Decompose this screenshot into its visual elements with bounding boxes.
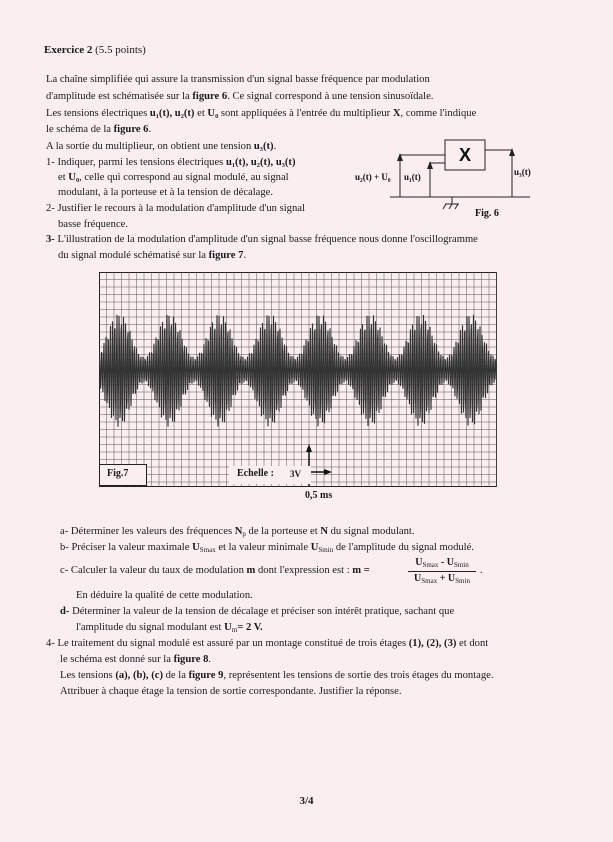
formula-tail: . [480, 565, 483, 576]
question-b: b- Préciser la valeur maximale $U_{Smax}$ et la valeur minimale $U_{Smin}$ de l'amplitude du signal modulé. [60, 542, 474, 554]
fig6-u3-label: u₃(t) [514, 167, 531, 177]
question-3-line-2: du signal modulé schématisé sur la figure 7. [58, 250, 247, 261]
question-d-line-2: l'amplitude du signal modulant est $U_m= 2$ V. [76, 622, 263, 634]
modulation-formula-numerator: $U_{Smax} - U_{Smin}$ [415, 557, 469, 569]
exercise-title-bold: Exercice 2 [44, 44, 93, 56]
question-a: a- Déterminer les valeurs des fréquences $N_p$ de la porteuse et N du signal modulant. [60, 526, 415, 538]
question-c: c- Calculer la valeur du taux de modulation m dont l'expression est : m = [60, 565, 370, 576]
fig6-u2u0-label: u₂(t) + U₀ [355, 172, 391, 182]
multiplier-label: X [458, 145, 472, 165]
question-4-line-4: Attribuer à chaque étage la tension de sortie correspondante. Justifier la réponse. [60, 686, 402, 697]
figure-6-schematic [350, 135, 550, 230]
fig7-voltage-scale: 3V [290, 469, 301, 479]
figure-7-oscillogram [99, 272, 497, 487]
exercise-title [44, 44, 146, 56]
question-4-line-3: Les tensions (a), (b), (c) de la figure 9, représentent les tensions de sortie des trois étages du montage. [60, 670, 494, 681]
oscillogram-svg [99, 272, 497, 487]
intro-line-2: d'amplitude est schématisée sur la figure 6. Ce signal correspond à une tension sinusoïdale. [46, 91, 434, 102]
question-1-line-2: et U₀, celle qui correspond au signal modulé, au signal [58, 172, 289, 183]
question-1-line-1: 1- Indiquer, parmi les tensions électriques u₁(t), u₂(t), u₃(t) [46, 157, 296, 168]
question-4-line-1: 4- Le traitement du signal modulé est assuré par un montage constitué de trois étages (1), (2), (3) et dont [46, 638, 489, 649]
question-4-line-2: le schéma est donné sur la figure 8. [60, 654, 212, 665]
question-3-line-1: 3- L'illustration de la modulation d'amplitude d'un signal basse fréquence nous donne l'oscillogramme [46, 234, 478, 245]
intro-line-4: le schéma de la figure 6. [46, 124, 152, 135]
modulation-formula-bar [408, 571, 476, 572]
fig7-scale-label: Echelle : [237, 468, 274, 479]
fig7-time-scale: 0,5 ms [305, 490, 333, 501]
fig7-caption: Fig.7 [107, 468, 129, 479]
intro-line-5: A la sortie du multiplieur, on obtient une tension u₃(t). [46, 141, 277, 152]
question-1-line-3: modulant, à la porteuse et à la tension de décalage. [58, 187, 274, 198]
exercise-points: (5.5 points) [95, 44, 146, 56]
intro-line-1: La chaîne simplifiée qui assure la transmission d'un signal basse fréquence par modulation [46, 74, 430, 85]
question-2-line-1: 2- Justifier le recours à la modulation d'amplitude d'un signal [46, 203, 305, 214]
modulation-formula-denominator: $U_{Smax} + U_{Smin}$ [414, 573, 470, 585]
intro-line-3: Les tensions électriques u₁(t), u₂(t) et U₀ sont appliquées à l'entrée du multiplieur X, comme l'indique [46, 108, 477, 119]
question-d-line-1: d- Déterminer la valeur de la tension de décalage et préciser son intérêt pratique, sachant que [60, 606, 455, 617]
question-2-line-2: basse fréquence. [58, 219, 128, 230]
fig6-caption: Fig. 6 [475, 208, 499, 219]
fig6-u1-label: u₁(t) [404, 172, 421, 182]
page-number: 3/4 [299, 795, 314, 807]
question-c-line-2: En déduire la qualité de cette modulation. [76, 590, 253, 601]
